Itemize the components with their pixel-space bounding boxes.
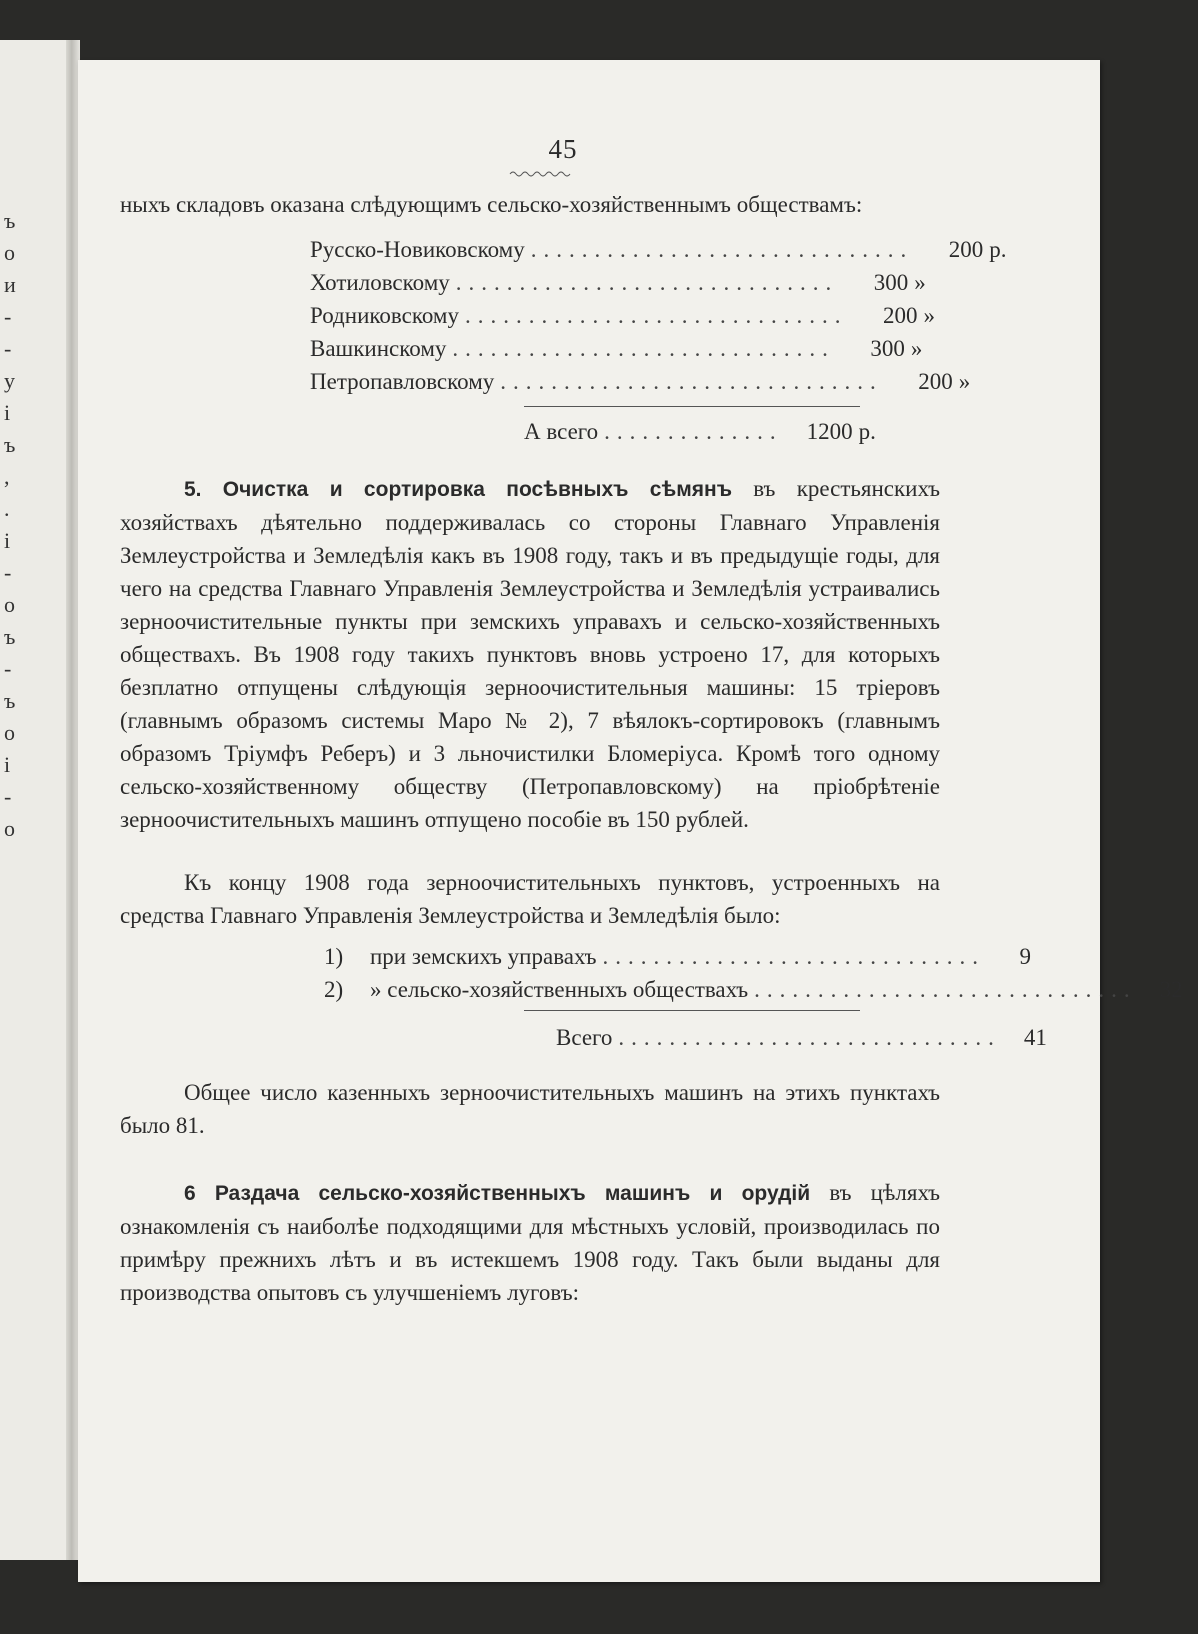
page-number: 45: [548, 134, 578, 164]
leader-dots: ..............................: [452, 336, 835, 361]
grant-row: [310, 299, 935, 332]
points-list: [324, 940, 1183, 1006]
grant-unit: »: [914, 270, 926, 295]
points-row: [324, 940, 1031, 973]
grant-unit: »: [958, 369, 971, 394]
left-page-glyph: о: [4, 816, 15, 841]
left-page-glyph: о: [4, 720, 15, 745]
book-page: [78, 60, 1183, 1582]
points-total: [556, 1021, 1047, 1054]
leader-dots: ..............................: [754, 977, 1137, 1002]
left-page-glyph: ъ: [4, 624, 16, 649]
grant-unit: »: [910, 336, 923, 361]
points-number: 2): [324, 977, 344, 1002]
left-page-glyph: о: [4, 592, 15, 617]
grant-row: [310, 233, 1007, 266]
grant-row: [310, 266, 926, 299]
total-amount: 41: [1023, 1025, 1047, 1050]
section-6-paragraph: [120, 1176, 940, 1309]
total-unit: р.: [858, 419, 876, 444]
grant-amount: 300: [870, 336, 905, 361]
left-page-glyph: ъ: [4, 688, 16, 713]
left-page-glyph: ,: [4, 464, 10, 489]
grants-list: [310, 233, 1007, 398]
left-page-glyph: і: [4, 400, 11, 425]
page-content: [120, 188, 1183, 1309]
total-label: А всего: [524, 419, 599, 444]
left-page-glyph: -: [4, 656, 12, 681]
leader-dots: ..............................: [530, 237, 914, 262]
section-5-number: 5.: [184, 478, 202, 501]
points-name: при земскихъ управахъ: [370, 944, 597, 969]
points-intro-paragraph: Къ концу 1908 года зерноочистительныхъ пунктовъ, устроенныхъ на средства Главнаго Управленія Землеустройства и Земледѣлія было:: [120, 870, 940, 928]
points-number: 1): [324, 944, 344, 969]
left-page-glyph: о: [4, 240, 15, 265]
leader-dots: ..............................: [455, 270, 839, 295]
total-amount: 1200: [806, 419, 853, 444]
left-page-glyph: -: [4, 336, 12, 361]
grants-total: [524, 415, 876, 448]
total-rule: [524, 406, 860, 407]
section-6-heading: Раздача сельско-хозяйственныхъ машинъ и орудій: [214, 1182, 811, 1205]
section-6-number: 6: [184, 1182, 196, 1205]
leader-dots: ..............: [604, 419, 783, 444]
left-page-glyph: і: [4, 528, 11, 553]
grant-name: Вашкинскому: [310, 336, 447, 361]
grant-unit: р.: [989, 237, 1007, 262]
machines-note-paragraph: Общее число казенныхъ зерноочистительныхъ машинъ на этихъ пунктахъ было 81.: [120, 1080, 940, 1138]
grant-amount: 200: [918, 369, 953, 394]
left-page-glyph: і: [4, 752, 11, 777]
section-5-text: въ крестьянскихъ хозяйствахъ дѣятельно поддерживалась со стороны Главнаго Управленія Землеустройства и Земледѣлія какъ въ 1908 году, такъ и въ предыдущіе годы, для чего на средства Главнаго Управленія Землеустройства и Земледѣлія устраивались зерноочистительные пункты при земскихъ управахъ и сельско-хозяйственныхъ обществахъ. Въ 1908 году такихъ пунктовъ вновь устроено 17, для которыхъ безплатно отпущены слѣдующія зерноочистительныя машины: 15 тріеровъ (главнымъ образомъ системы Маро № 2), 7 вѣялокъ-сортировокъ (главнымъ образомъ Тріумфъ Реберъ) и 3 льночистилки Бломеріуса. Кромѣ того одному сельско-хозяйственному обществу (Петропавловскому) на пріобрѣтеніе зерноочистительныхъ машинъ отпущено пособіе въ 150 рублей.: [120, 476, 940, 832]
page-number-ornament: [510, 170, 568, 178]
grant-name: Петропавловскому: [310, 369, 495, 394]
points-amount: 9: [1019, 944, 1031, 969]
points-name: » сельско-хозяйственныхъ обществахъ: [370, 977, 749, 1002]
points-row: [324, 973, 1183, 1006]
grant-name: Русско-Новиковскому: [310, 237, 525, 262]
leader-dots: ..............................: [602, 944, 985, 969]
leader-dots: ..............................: [500, 369, 883, 394]
grant-name: Родниковскому: [310, 303, 459, 328]
left-page-glyph: -: [4, 784, 12, 809]
grant-name: Хотиловскому: [310, 270, 450, 295]
left-page-glyph: -: [4, 304, 12, 329]
grant-row: [310, 365, 971, 398]
section-5-heading: Очистка и сортировка посѣвныхъ сѣмянъ: [222, 478, 733, 501]
grant-amount: 200: [882, 303, 918, 328]
left-page-glyph: .: [4, 496, 10, 521]
leader-dots: ..............................: [618, 1025, 1001, 1050]
intro-paragraph: ныхъ складовъ оказана слѣдующимъ сельско-хозяйственнымъ обществамъ:: [120, 192, 863, 217]
section-6-text: въ цѣляхъ ознакомленія съ наиболѣе подходящими для мѣстныхъ условій, производилась по примѣру прежнихъ лѣтъ и въ истекшемъ 1908 году. Такъ были выданы для производства опытовъ съ улучшеніемъ луговъ:: [120, 1180, 940, 1305]
grant-amount: 200: [948, 237, 984, 262]
total-label: Всего: [556, 1025, 613, 1050]
grant-amount: 300: [873, 270, 909, 295]
left-page-glyph: ъ: [4, 432, 16, 457]
total-rule: [524, 1010, 860, 1011]
left-page-glyph: ъ: [4, 208, 16, 233]
left-page-glyph: и: [4, 272, 16, 297]
points-amount: 32: [1159, 977, 1183, 1002]
left-page-glyph: у: [4, 368, 15, 393]
grant-unit: »: [923, 303, 935, 328]
left-page-glyph: -: [4, 560, 12, 585]
section-5-paragraph: [120, 472, 940, 836]
leader-dots: ..............................: [464, 303, 848, 328]
grant-row: [310, 332, 923, 365]
